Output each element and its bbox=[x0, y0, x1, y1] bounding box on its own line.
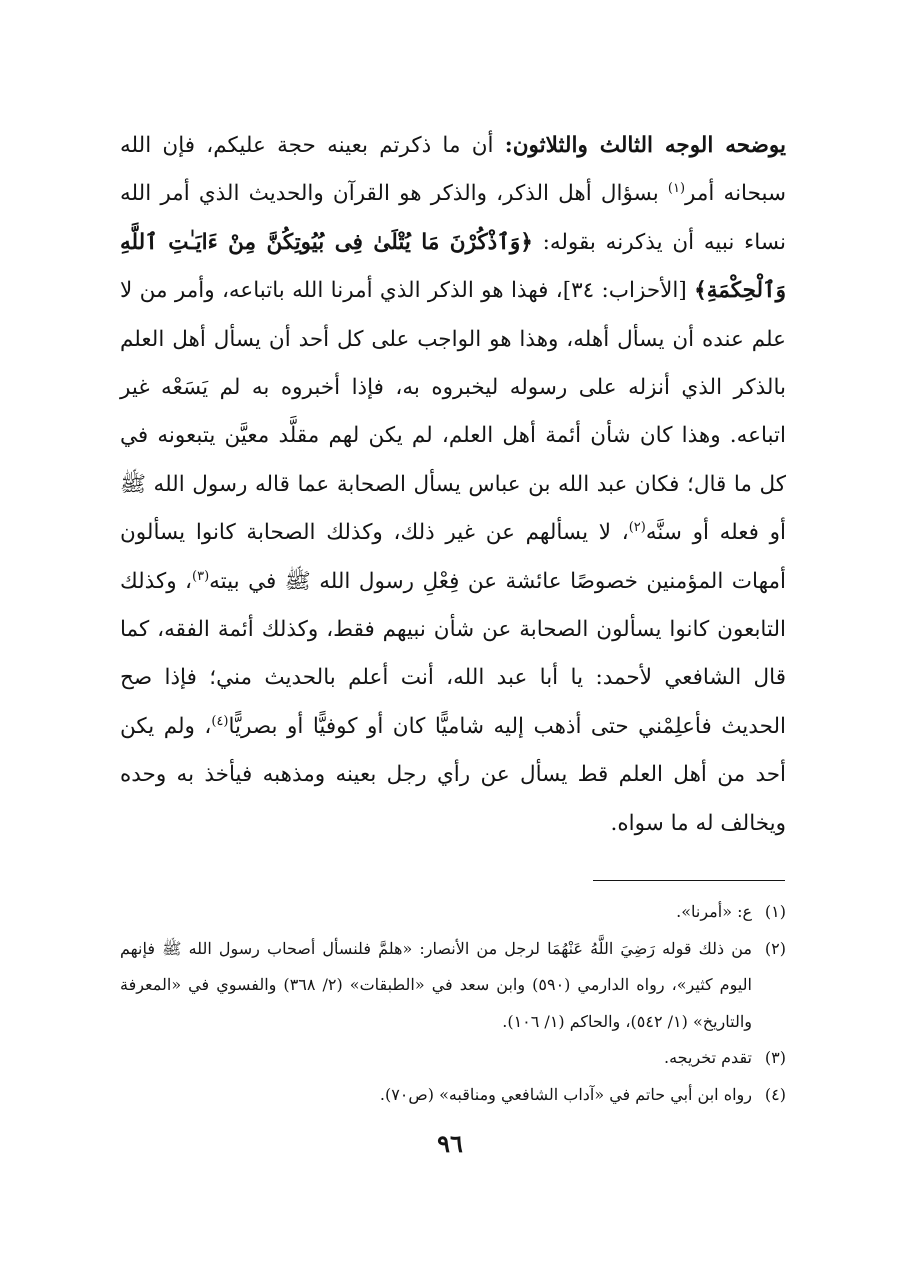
footnote-separator bbox=[593, 880, 785, 881]
footnote-text: ع: «أمرنا». bbox=[676, 902, 752, 921]
text-run-4: ، لا يسألهم عن غير ذلك، وكذلك الصحابة كانوا يسألون أمهات المؤمنين خصوصًا عائشة عن فِعْلِ رسول الله ﷺ في بيته bbox=[120, 520, 786, 594]
footnote-2 bbox=[120, 931, 786, 1041]
text-run-5: ، وكذلك التابعون كانوا يسألون الصحابة عن شأن نبيهم فقط، وكذلك أئمة الفقه، كما قال الشافعي لأحمد: يا أبا عبد الله، أنت أعلم بالحديث مني؛ فإذا صح الحديث فأعلِمْني حتى أذهب إليه شاميًّا كان أو كوفيًّا أو بصريًّا bbox=[120, 568, 786, 739]
footnote-number: (١) bbox=[764, 902, 786, 921]
text-run-6: ، ولم يكن أحد من أهل العلم قط يسأل عن رأي رجل بعينه ومذهبه فيأخذ به وحده ويخالف له ما سواه. bbox=[120, 713, 786, 836]
footnote-text: من ذلك قوله رَضِيَ اللَّهُ عَنْهُمَا لرجل من الأنصار: «هلمَّ فلنسأل أصحاب رسول الله ﷺ فإنهم اليوم كثير»، رواه الدارمي (٥٩٠) وابن سعد في «الطبقات» (٢/ ٣٦٨) والفسوي في «المعرفة والتاريخ» (١/ ٥٤٢)، والحاكم (١/ ١٠٦). bbox=[120, 938, 753, 1031]
page-number: ٩٦ bbox=[437, 1129, 463, 1158]
footnote-text: رواه ابن أبي حاتم في «آداب الشافعي ومناقبه» (ص٧٠). bbox=[379, 1084, 752, 1104]
footnote-ref-1: (١) bbox=[667, 181, 686, 197]
footnote-number: (٣) bbox=[764, 1048, 786, 1067]
text-run-1: أن ما ذكرتم بعينه حجة عليكم، فإن الله سبحانه أمر bbox=[120, 133, 786, 207]
text-run-2: بسؤال أهل الذكر، والذكر هو القرآن والحديث الذي أمر الله نساء نبيه أن يذكرنه بقوله: bbox=[120, 181, 786, 255]
section-heading: يوضحه الوجه الثالث والثلاثون: bbox=[504, 133, 787, 158]
main-paragraph bbox=[120, 122, 786, 848]
footnote-ref-2: (٢) bbox=[628, 520, 646, 536]
footnote-ref-3: (٣) bbox=[192, 568, 210, 584]
footnote-1 bbox=[120, 894, 786, 931]
footnote-text: تقدم تخريجه. bbox=[664, 1048, 752, 1067]
footnote-ref-4: (٤) bbox=[211, 713, 229, 729]
footnote-3 bbox=[120, 1040, 786, 1077]
footnotes bbox=[120, 894, 786, 1113]
text-run-3: [الأحزاب: ٣٤]، فهذا هو الذكر الذي أمرنا الله باتباعه، وأمر من لا علم عنده أن يسأل أهله، وهذا هو الواجب على كل أحد أن يسأل أهل العلم بالذكر الذي أنزله على رسوله ليخبروه به، فإذا أخبروه به لم يَسَعْه غير اتباعه. وهذا كان شأن أئمة أهل العلم، لم يكن لهم مقلَّد معيَّن يتبعونه في كل ما قال؛ فكان عبد الله بن عباس يسأل الصحابة عما قاله رسول الله ﷺ أو فعله أو سنَّه bbox=[120, 278, 786, 546]
footnote-4 bbox=[120, 1077, 786, 1114]
footnote-number: (٢) bbox=[764, 938, 786, 958]
footnote-number: (٤) bbox=[764, 1084, 786, 1104]
quran-verse: ﴿وَٱذْكُرْنَ مَا يُتْلَىٰ فِى بُيُوتِكُنَّ مِنْ ءَايَـٰتِ ٱللَّهِ وَٱلْحِكْمَةِ﴾ bbox=[120, 229, 786, 304]
